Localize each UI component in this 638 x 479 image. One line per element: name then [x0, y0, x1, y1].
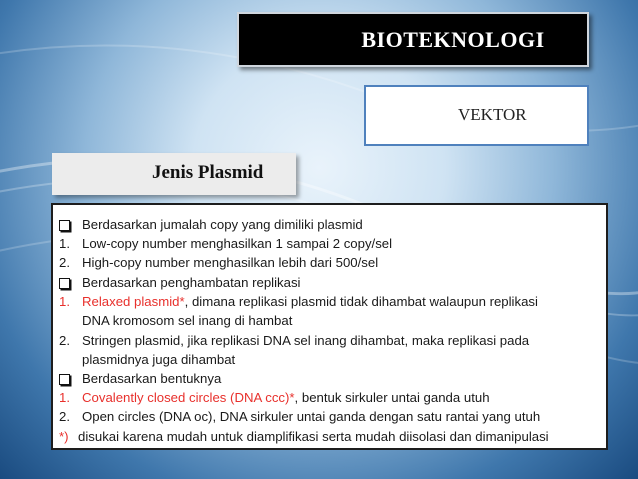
- list-item-text: [82, 294, 603, 310]
- list-item-text: [82, 390, 603, 406]
- list-item-text: High-copy number menghasilkan lebih dari 500/sel: [82, 255, 379, 270]
- section-heading: Jenis Plasmid: [152, 162, 264, 183]
- list-item-text: Open circles (DNA oc), DNA sirkuler untai ganda dengan satu rantai yang utuh: [82, 409, 541, 424]
- list-item-text: plasmidnya juga dihambat: [82, 352, 236, 367]
- list-item-text: Berdasarkan penghambatan replikasi: [82, 275, 301, 290]
- slide-title: BIOTEKNOLOGI: [361, 26, 545, 52]
- footnote-text: disukai karena mudah untuk diamplifikasi serta mudah diisolasi dan dimanipulasi: [78, 429, 549, 444]
- list-item-text: Low-copy number menghasilkan 1 sampai 2 copy/sel: [82, 236, 393, 251]
- title-banner: [237, 12, 589, 67]
- list-item-text: Berdasarkan bentuknya: [82, 371, 222, 386]
- list-item-marker: 2.: [59, 333, 70, 348]
- list-item-rest: , dimana replikasi plasmid tidak dihambat walaupun replikasi: [184, 294, 538, 309]
- list-item-text: DNA kromosom sel inang di hambat: [82, 313, 293, 328]
- slide-subtitle: VEKTOR: [458, 105, 527, 124]
- footnote-marker: *): [59, 429, 69, 444]
- checkbox-bullet-icon: [59, 371, 70, 389]
- highlight-term: Relaxed plasmid*: [82, 294, 185, 309]
- list-item-text: Stringen plasmid, jika replikasi DNA sel inang dihambat, maka replikasi pada: [82, 333, 530, 348]
- list-item-marker: 1.: [59, 390, 70, 405]
- checkbox-bullet-icon: [59, 275, 70, 293]
- subtitle-box: [364, 85, 589, 146]
- list-item-marker: 1.: [59, 236, 70, 251]
- checkbox-bullet-icon: [59, 217, 70, 235]
- heading-box: [52, 153, 296, 195]
- list-item-text: Berdasarkan jumalah copy yang dimiliki plasmid: [82, 217, 363, 232]
- list-item-rest: , bentuk sirkuler untai ganda utuh: [294, 390, 490, 405]
- highlight-term: Covalently closed circles (DNA ccc)*: [82, 390, 295, 405]
- list-item-marker: 1.: [59, 294, 70, 309]
- list-item-marker: 2.: [59, 409, 70, 424]
- list-item-marker: 2.: [59, 255, 70, 270]
